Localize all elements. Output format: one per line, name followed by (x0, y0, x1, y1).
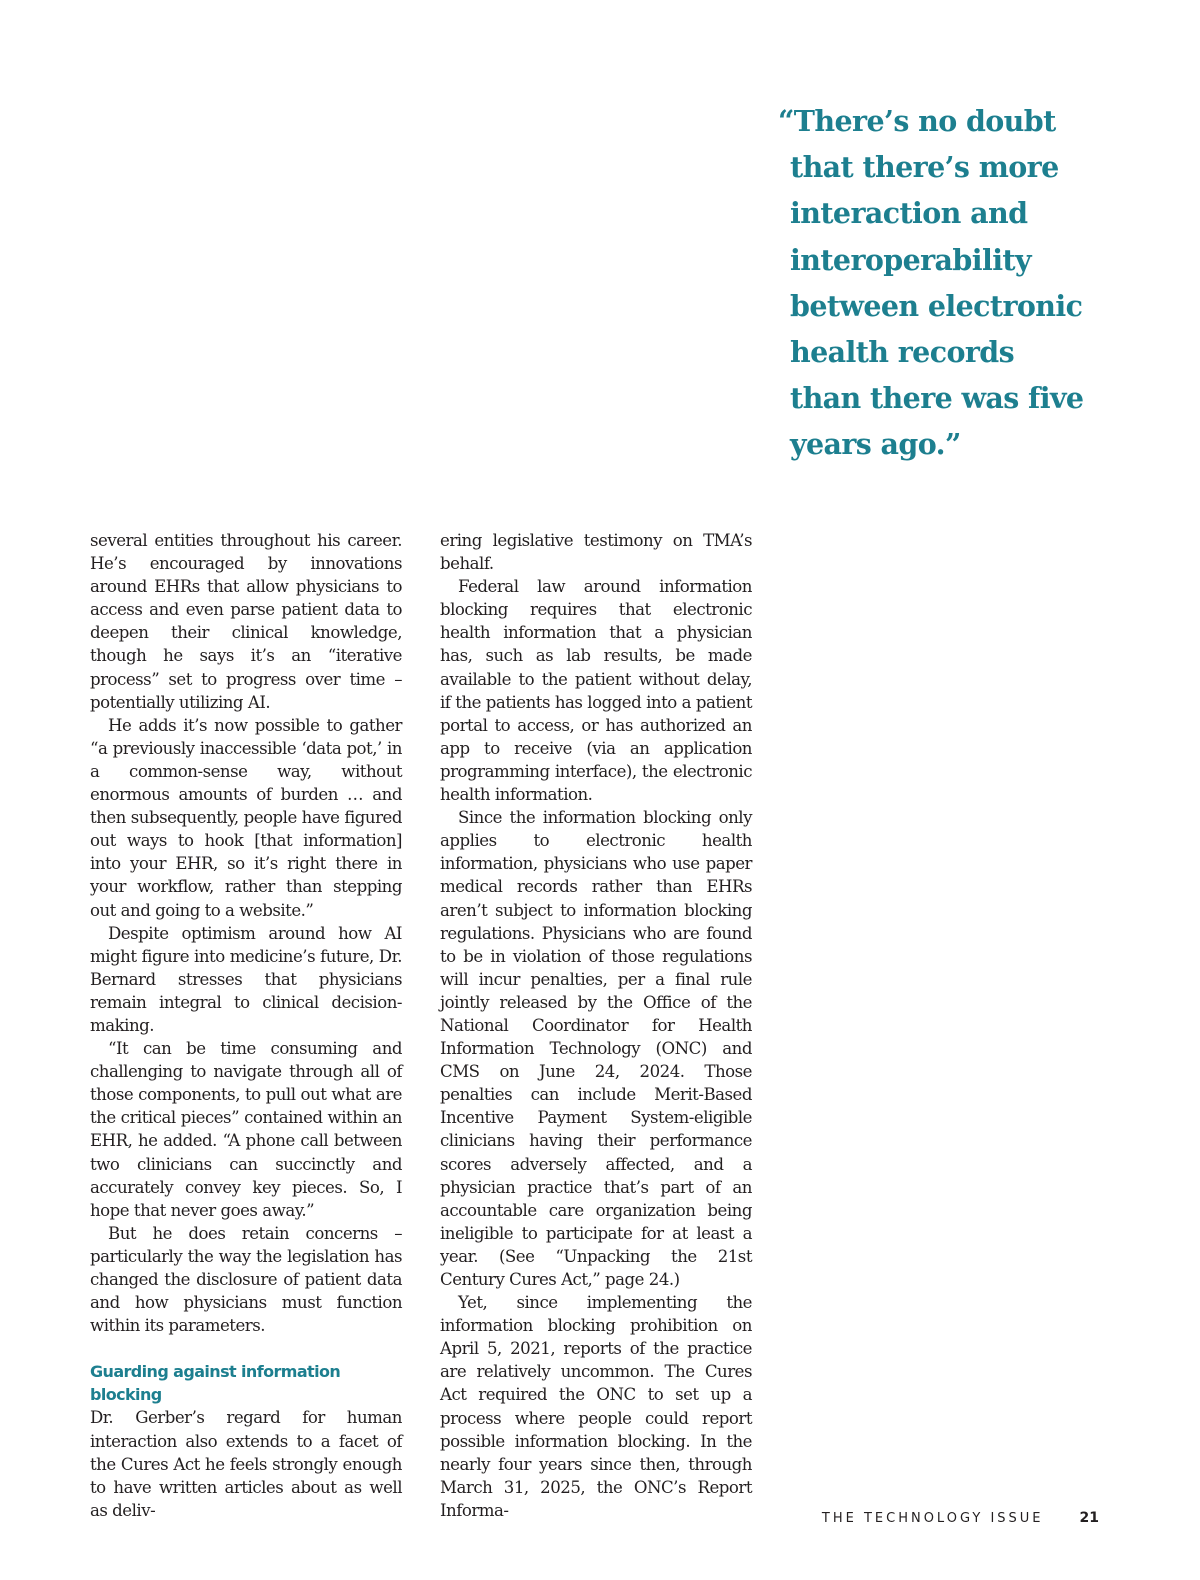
pull-quote-line: years ago.” (790, 427, 961, 462)
body-paragraph: Since the information blocking only applies to electronic health information, physicians who use paper medical records rather than EHRs aren’t subject to information blocking regulations. Physicians who are found to be in violation of those regulations will incur penalties, per a final rule jointly released by the Office of the National Coordinator for Health Information Technology (ONC) and CMS on June 24, 2024. Those penalties can include Merit-Based Incentive Payment System-eligible clinicians having their performance scores adversely affected, and a physician practice that’s part of an accountable care organization being ineligible to participate for at least a year. (See “Unpacking the 21st Century Cures Act,” page 24.) (440, 808, 752, 1289)
pull-quote-line: “There’s no doubt (778, 104, 1056, 138)
body-paragraph: “It can be time consuming and challenging to navigate through all of those components, to pull out what are the critical pieces” contained within an EHR, he added. “A phone call between two clinicians can succinctly and accurately convey key pieces. So, I hope that never goes away.” (90, 1039, 402, 1220)
article-column-right (440, 529, 752, 1522)
issue-label: THE TECHNOLOGY ISSUE (821, 1511, 1044, 1526)
pull-quote-line: interaction and (790, 196, 1028, 231)
body-paragraph: Despite optimism around how AI might figure into medicine’s future, Dr. Bernard stresses that physicians remain integral to clinical decision-making. (90, 923, 402, 1035)
pull-quote (778, 98, 1138, 468)
body-paragraph: several entities throughout his career. He’s encouraged by innovations around EHRs that allow physicians to access and even parse patient data to deepen their clinical knowledge, though he says it’s an “iterative process” set to progress over time – potentially utilizing AI. (90, 531, 402, 712)
body-paragraph: Dr. Gerber’s regard for human interaction also extends to a facet of the Cures Act he feels strongly enough to have written articles about as well as deliv- (90, 1408, 402, 1520)
body-paragraph: He adds it’s now possible to gather “a previously inaccessible ‘data pot,’ in a common-sense way, without enormous amounts of burden … and then subsequently, people have figured out ways to hook [that information] into your EHR, so it’s right there in your workflow, rather than stepping out and going to a website.” (90, 715, 402, 920)
article-column-left (90, 529, 402, 1522)
page-number: 21 (1079, 1510, 1099, 1526)
body-paragraph: Yet, since implementing the information blocking prohibition on April 5, 2021, reports of the practice are relatively uncommon. The Cures Act required the ONC to set up a process where people could report possible information blocking. In the nearly four years since then, through March 31, 2025, the ONC’s Report Informa- (440, 1293, 752, 1520)
page-footer (822, 1510, 1099, 1526)
pull-quote-line: health records (790, 335, 1015, 370)
body-paragraph: ering legislative testimony on TMA’s behalf. (440, 531, 752, 574)
pull-quote-line: between electronic (790, 288, 1083, 323)
body-paragraph: But he does retain concerns – particularly the way the legislation has changed the disclosure of patient data and how physicians must function within its parameters. (90, 1223, 402, 1336)
section-subhead: Guarding against information blocking (90, 1362, 341, 1405)
pull-quote-line: that there’s more (790, 150, 1059, 185)
pull-quote-line: than there was five (790, 381, 1084, 416)
pull-quote-line: interoperability (790, 242, 1031, 277)
body-paragraph: Federal law around information blocking requires that electronic health information that a physician has, such as lab results, be made available to the patient without delay, if the patients has logged into a patient portal to access, or has authorized an app to receive (via an application programming interface), the electronic health information. (440, 577, 752, 805)
